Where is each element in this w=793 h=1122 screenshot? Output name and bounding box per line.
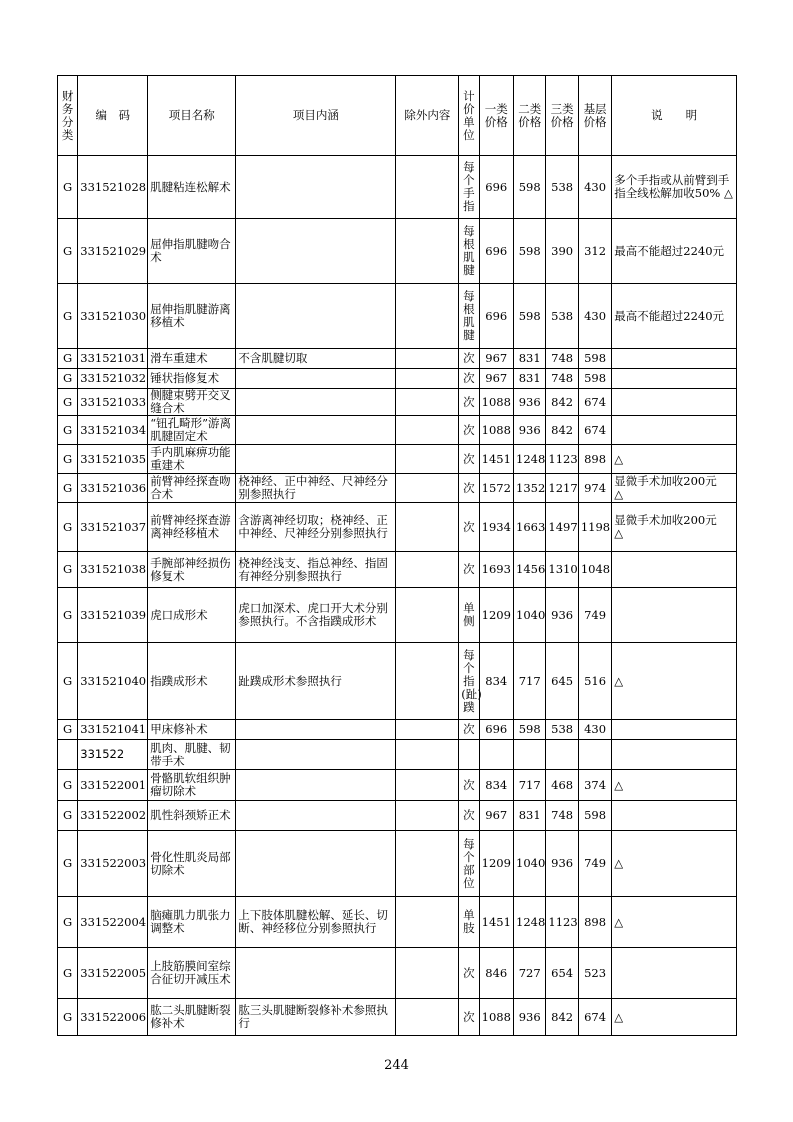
header-name: 项目名称 xyxy=(148,76,236,156)
table-row xyxy=(58,445,737,474)
name-cell: 锤状指修复术 xyxy=(148,369,236,389)
category-cell: G xyxy=(58,643,78,720)
exclusion-cell xyxy=(396,156,459,219)
exclusion-cell xyxy=(396,349,459,369)
price-base-cell: 974 xyxy=(578,474,611,503)
header-note: 说 明 xyxy=(612,76,737,156)
name-cell: 虎口成形术 xyxy=(148,588,236,643)
price-base-cell: 374 xyxy=(578,770,611,801)
name-cell: 前臂神经探查游离神经移植术 xyxy=(148,503,236,552)
category-cell: G xyxy=(58,156,78,219)
price2-cell: 936 xyxy=(514,416,546,445)
exclusion-cell xyxy=(396,588,459,643)
code-cell: 331521041 xyxy=(78,720,148,740)
code-cell: 331522005 xyxy=(78,948,148,999)
category-cell: G xyxy=(58,588,78,643)
content-cell: 桡神经浅支、指总神经、指固有神经分别参照执行 xyxy=(236,552,396,588)
note-cell xyxy=(612,740,737,770)
content-cell: 不含肌腱切取 xyxy=(236,349,396,369)
table-row xyxy=(58,643,737,720)
name-cell: 屈伸指肌腱游离移植术 xyxy=(148,284,236,349)
name-cell: “钮孔畸形”游离肌腱固定术 xyxy=(148,416,236,445)
category-cell: G xyxy=(58,770,78,801)
table-row xyxy=(58,588,737,643)
name-cell: 肌性斜颈矫正术 xyxy=(148,801,236,831)
table-row xyxy=(58,284,737,349)
price3-cell: 1310 xyxy=(546,552,578,588)
content-cell xyxy=(236,770,396,801)
unit-cell: 次 xyxy=(459,369,479,389)
note-cell: 显微手术加收200元 △ xyxy=(612,474,737,503)
table-row xyxy=(58,389,737,416)
name-cell: 屈伸指肌腱吻合术 xyxy=(148,219,236,284)
header-price2: 二类 价格 xyxy=(514,76,546,156)
price3-cell: 1123 xyxy=(546,897,578,948)
note-cell xyxy=(612,369,737,389)
code-cell: 331521038 xyxy=(78,552,148,588)
category-cell xyxy=(58,740,78,770)
price1-cell: 967 xyxy=(479,349,513,369)
price3-cell: 1217 xyxy=(546,474,578,503)
table-row xyxy=(58,416,737,445)
table-row xyxy=(58,801,737,831)
price1-cell: 1088 xyxy=(479,389,513,416)
code-cell: 331521032 xyxy=(78,369,148,389)
price-base-cell: 1048 xyxy=(578,552,611,588)
section-row xyxy=(58,740,737,770)
unit-cell: 次 xyxy=(459,770,479,801)
name-cell: 脑瘫肌力肌张力调整术 xyxy=(148,897,236,948)
price2-cell: 598 xyxy=(514,219,546,284)
content-cell xyxy=(236,284,396,349)
header-price-base: 基层 价格 xyxy=(578,76,611,156)
table-row xyxy=(58,219,737,284)
content-cell: 肱三头肌腱断裂修补术参照执行 xyxy=(236,999,396,1036)
price2-cell: 1248 xyxy=(514,445,546,474)
exclusion-cell xyxy=(396,897,459,948)
price-base-cell: 598 xyxy=(578,801,611,831)
exclusion-cell xyxy=(396,770,459,801)
exclusion-cell xyxy=(396,369,459,389)
price1-cell: 967 xyxy=(479,369,513,389)
price-base-cell: 1198 xyxy=(578,503,611,552)
content-cell: 上下肢体肌腱松解、延长、切断、神经移位分别参照执行 xyxy=(236,897,396,948)
category-cell: G xyxy=(58,349,78,369)
table-row xyxy=(58,552,737,588)
price2-cell: 1040 xyxy=(514,831,546,897)
code-cell: 331522006 xyxy=(78,999,148,1036)
table-row xyxy=(58,831,737,897)
code-cell: 331521039 xyxy=(78,588,148,643)
content-cell xyxy=(236,156,396,219)
unit-cell: 次 xyxy=(459,349,479,369)
content-cell: 含游离神经切取；桡神经、正中神经、尺神经分别参照执行 xyxy=(236,503,396,552)
category-cell: G xyxy=(58,474,78,503)
exclusion-cell xyxy=(396,999,459,1036)
table-row xyxy=(58,503,737,552)
category-cell: G xyxy=(58,284,78,349)
header-code: 编 码 xyxy=(78,76,148,156)
name-cell: 指蹼成形术 xyxy=(148,643,236,720)
name-cell: 滑车重建术 xyxy=(148,349,236,369)
exclusion-cell xyxy=(396,740,459,770)
note-cell: △ xyxy=(612,831,737,897)
category-cell: G xyxy=(58,897,78,948)
price-base-cell xyxy=(578,740,611,770)
page-number: 244 xyxy=(384,1058,409,1073)
price1-cell: 1451 xyxy=(479,897,513,948)
unit-cell: 次 xyxy=(459,999,479,1036)
unit-cell: 次 xyxy=(459,445,479,474)
price-base-cell: 430 xyxy=(578,284,611,349)
code-cell: 331522004 xyxy=(78,897,148,948)
price1-cell: 1693 xyxy=(479,552,513,588)
price1-cell: 696 xyxy=(479,156,513,219)
header-exclusion: 除外内容 xyxy=(396,76,459,156)
note-cell xyxy=(612,349,737,369)
name-cell: 手内肌麻痹功能重建术 xyxy=(148,445,236,474)
price-base-cell: 898 xyxy=(578,897,611,948)
header-content: 项目内涵 xyxy=(236,76,396,156)
exclusion-cell xyxy=(396,643,459,720)
price1-cell: 846 xyxy=(479,948,513,999)
content-cell xyxy=(236,445,396,474)
table-row xyxy=(58,897,737,948)
table-header-row xyxy=(58,76,737,156)
price-base-cell: 598 xyxy=(578,369,611,389)
price1-cell: 834 xyxy=(479,643,513,720)
category-cell: G xyxy=(58,831,78,897)
price1-cell: 696 xyxy=(479,720,513,740)
price3-cell: 468 xyxy=(546,770,578,801)
price2-cell: 831 xyxy=(514,349,546,369)
name-cell: 肌肉、肌腱、韧带手术 xyxy=(148,740,236,770)
price1-cell: 1209 xyxy=(479,588,513,643)
price3-cell: 654 xyxy=(546,948,578,999)
content-cell xyxy=(236,948,396,999)
price2-cell: 1663 xyxy=(514,503,546,552)
name-cell: 甲床修补术 xyxy=(148,720,236,740)
category-cell: G xyxy=(58,552,78,588)
exclusion-cell xyxy=(396,831,459,897)
note-cell xyxy=(612,552,737,588)
unit-cell: 次 xyxy=(459,948,479,999)
note-cell xyxy=(612,588,737,643)
price3-cell: 538 xyxy=(546,284,578,349)
content-cell xyxy=(236,720,396,740)
price3-cell: 1123 xyxy=(546,445,578,474)
price-base-cell: 430 xyxy=(578,156,611,219)
price-base-cell: 523 xyxy=(578,948,611,999)
name-cell: 侧腱束劈开交叉缝合术 xyxy=(148,389,236,416)
table-row xyxy=(58,948,737,999)
content-cell: 趾蹼成形术参照执行 xyxy=(236,643,396,720)
exclusion-cell xyxy=(396,474,459,503)
price-base-cell: 674 xyxy=(578,999,611,1036)
table-row xyxy=(58,770,737,801)
unit-cell: 次 xyxy=(459,801,479,831)
exclusion-cell xyxy=(396,219,459,284)
price-base-cell: 598 xyxy=(578,349,611,369)
price-base-cell: 430 xyxy=(578,720,611,740)
price1-cell: 967 xyxy=(479,801,513,831)
price-table xyxy=(57,75,737,1036)
price1-cell: 1934 xyxy=(479,503,513,552)
unit-cell: 次 xyxy=(459,503,479,552)
unit-cell: 次 xyxy=(459,474,479,503)
name-cell: 前臂神经探查吻合术 xyxy=(148,474,236,503)
code-cell: 331521036 xyxy=(78,474,148,503)
code-cell: 331522 xyxy=(78,740,148,770)
exclusion-cell xyxy=(396,445,459,474)
exclusion-cell xyxy=(396,801,459,831)
name-cell: 骨骼肌软组织肿瘤切除术 xyxy=(148,770,236,801)
price1-cell xyxy=(479,740,513,770)
category-cell: G xyxy=(58,389,78,416)
category-cell: G xyxy=(58,445,78,474)
price2-cell xyxy=(514,740,546,770)
price-base-cell: 749 xyxy=(578,588,611,643)
price1-cell: 1088 xyxy=(479,416,513,445)
code-cell: 331521030 xyxy=(78,284,148,349)
header-unit: 计 价 单 位 xyxy=(459,76,479,156)
price1-cell: 1209 xyxy=(479,831,513,897)
code-cell: 331522002 xyxy=(78,801,148,831)
unit-cell: 每 根 肌 腱 xyxy=(459,219,479,284)
code-cell: 331521031 xyxy=(78,349,148,369)
price2-cell: 936 xyxy=(514,999,546,1036)
unit-cell: 每 个 指 (趾) 蹼 xyxy=(459,643,479,720)
price1-cell: 696 xyxy=(479,284,513,349)
code-cell: 331521029 xyxy=(78,219,148,284)
note-cell: △ xyxy=(612,897,737,948)
price1-cell: 1088 xyxy=(479,999,513,1036)
price-base-cell: 749 xyxy=(578,831,611,897)
price3-cell: 936 xyxy=(546,831,578,897)
price-base-cell: 674 xyxy=(578,416,611,445)
price2-cell: 1248 xyxy=(514,897,546,948)
price3-cell: 748 xyxy=(546,349,578,369)
note-cell: △ xyxy=(612,770,737,801)
price2-cell: 1352 xyxy=(514,474,546,503)
unit-cell: 单 肢 xyxy=(459,897,479,948)
price3-cell: 936 xyxy=(546,588,578,643)
content-cell xyxy=(236,740,396,770)
header-price3: 三类 价格 xyxy=(546,76,578,156)
content-cell xyxy=(236,389,396,416)
unit-cell: 每 根 肌 腱 xyxy=(459,284,479,349)
note-cell xyxy=(612,801,737,831)
note-cell: 最高不能超过2240元 xyxy=(612,284,737,349)
content-cell xyxy=(236,219,396,284)
price2-cell: 598 xyxy=(514,720,546,740)
category-cell: G xyxy=(58,999,78,1036)
code-cell: 331522003 xyxy=(78,831,148,897)
price3-cell: 842 xyxy=(546,999,578,1036)
table-body xyxy=(58,156,737,1036)
code-cell: 331521035 xyxy=(78,445,148,474)
price-base-cell: 674 xyxy=(578,389,611,416)
price2-cell: 598 xyxy=(514,156,546,219)
price2-cell: 727 xyxy=(514,948,546,999)
category-cell: G xyxy=(58,219,78,284)
note-cell: △ xyxy=(612,643,737,720)
price3-cell: 842 xyxy=(546,389,578,416)
note-cell xyxy=(612,416,737,445)
note-cell xyxy=(612,948,737,999)
price2-cell: 1456 xyxy=(514,552,546,588)
price2-cell: 598 xyxy=(514,284,546,349)
price2-cell: 831 xyxy=(514,369,546,389)
content-cell: 虎口加深术、虎口开大术分别参照执行。不含指蹼成形术 xyxy=(236,588,396,643)
category-cell: G xyxy=(58,503,78,552)
unit-cell: 次 xyxy=(459,389,479,416)
exclusion-cell xyxy=(396,284,459,349)
unit-cell: 每 个 部 位 xyxy=(459,831,479,897)
price3-cell xyxy=(546,740,578,770)
exclusion-cell xyxy=(396,948,459,999)
name-cell: 上肢筋膜间室综合征切开减压术 xyxy=(148,948,236,999)
unit-cell xyxy=(459,740,479,770)
header-category: 财 务 分 类 xyxy=(58,76,78,156)
price2-cell: 717 xyxy=(514,643,546,720)
exclusion-cell xyxy=(396,720,459,740)
unit-cell: 单 侧 xyxy=(459,588,479,643)
category-cell: G xyxy=(58,720,78,740)
price1-cell: 834 xyxy=(479,770,513,801)
price2-cell: 717 xyxy=(514,770,546,801)
name-cell: 骨化性肌炎局部切除术 xyxy=(148,831,236,897)
unit-cell: 次 xyxy=(459,416,479,445)
content-cell xyxy=(236,831,396,897)
table-row xyxy=(58,720,737,740)
code-cell: 331521037 xyxy=(78,503,148,552)
table-row xyxy=(58,369,737,389)
note-cell: △ xyxy=(612,445,737,474)
note-cell xyxy=(612,720,737,740)
table-row xyxy=(58,349,737,369)
exclusion-cell xyxy=(396,416,459,445)
note-cell: 多个手指或从前臂到手指全线松解加收50% △ xyxy=(612,156,737,219)
note-cell: 最高不能超过2240元 xyxy=(612,219,737,284)
code-cell: 331522001 xyxy=(78,770,148,801)
code-cell: 331521033 xyxy=(78,389,148,416)
price3-cell: 538 xyxy=(546,720,578,740)
price3-cell: 390 xyxy=(546,219,578,284)
unit-cell: 次 xyxy=(459,720,479,740)
name-cell: 手腕部神经损伤修复术 xyxy=(148,552,236,588)
content-cell xyxy=(236,369,396,389)
price-base-cell: 898 xyxy=(578,445,611,474)
content-cell: 桡神经、正中神经、尺神经分别参照执行 xyxy=(236,474,396,503)
table-row xyxy=(58,156,737,219)
note-cell xyxy=(612,389,737,416)
table-row xyxy=(58,999,737,1036)
price3-cell: 538 xyxy=(546,156,578,219)
table-row xyxy=(58,474,737,503)
category-cell: G xyxy=(58,948,78,999)
note-cell: 显微手术加收200元 △ xyxy=(612,503,737,552)
note-cell: △ xyxy=(612,999,737,1036)
name-cell: 肱二头肌腱断裂修补术 xyxy=(148,999,236,1036)
unit-cell: 每 个 手 指 xyxy=(459,156,479,219)
category-cell: G xyxy=(58,416,78,445)
price2-cell: 1040 xyxy=(514,588,546,643)
price-base-cell: 516 xyxy=(578,643,611,720)
name-cell: 肌腱粘连松解术 xyxy=(148,156,236,219)
price3-cell: 748 xyxy=(546,369,578,389)
price3-cell: 645 xyxy=(546,643,578,720)
exclusion-cell xyxy=(396,503,459,552)
code-cell: 331521034 xyxy=(78,416,148,445)
category-cell: G xyxy=(58,801,78,831)
unit-cell: 次 xyxy=(459,552,479,588)
price3-cell: 842 xyxy=(546,416,578,445)
code-cell: 331521028 xyxy=(78,156,148,219)
content-cell xyxy=(236,416,396,445)
exclusion-cell xyxy=(396,552,459,588)
price3-cell: 1497 xyxy=(546,503,578,552)
price2-cell: 936 xyxy=(514,389,546,416)
price-base-cell: 312 xyxy=(578,219,611,284)
price3-cell: 748 xyxy=(546,801,578,831)
content-cell xyxy=(236,801,396,831)
exclusion-cell xyxy=(396,389,459,416)
header-price1: 一类 价格 xyxy=(479,76,513,156)
code-cell: 331521040 xyxy=(78,643,148,720)
price2-cell: 831 xyxy=(514,801,546,831)
price1-cell: 696 xyxy=(479,219,513,284)
price1-cell: 1451 xyxy=(479,445,513,474)
price1-cell: 1572 xyxy=(479,474,513,503)
category-cell: G xyxy=(58,369,78,389)
